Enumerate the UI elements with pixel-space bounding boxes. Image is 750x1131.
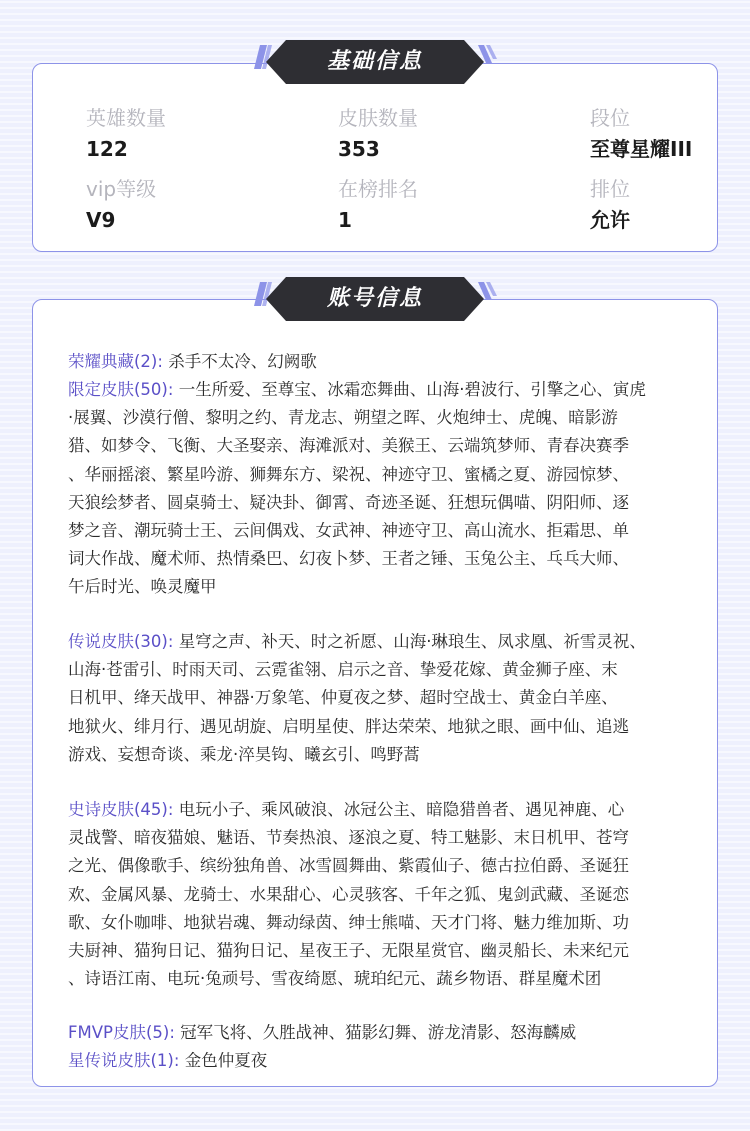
skin-category-legendary (68, 628, 698, 769)
skin-line: ·展翼、沙漠行僧、黎明之约、青龙志、朔望之晖、火炮绅士、虎魄、暗影游 (68, 408, 618, 428)
stat-label: 排位 (590, 177, 630, 201)
stat-label: 段位 (590, 106, 630, 130)
category-colon: : (167, 632, 174, 651)
category-colon: : (167, 380, 174, 399)
skin-line: 、华丽摇滚、繁星吟游、狮舞东方、梁祝、神迹守卫、蜜橘之夏、游园惊梦、 (68, 464, 629, 484)
skin-line: 游戏、妄想奇谈、乘龙·淬昊钩、曦玄引、鸣野蒿 (68, 744, 420, 764)
category-count: (50) (134, 380, 168, 399)
skin-line: 欢、金属风暴、龙骑士、水果甜心、心灵骇客、千年之狐、鬼剑武藏、圣诞恋 (68, 884, 629, 904)
category-count: (1) (150, 1051, 174, 1070)
account-info-banner (248, 276, 502, 322)
skin-list-text: 一生所爱、至尊宝、冰霜恋舞曲、山海·碧波行、引擎之心、寅虎 (178, 380, 646, 399)
skin-line: 午后时光、唤灵魔甲 (68, 577, 217, 597)
category-name: 传说皮肤 (68, 632, 134, 651)
skin-line (68, 796, 698, 824)
category-colon: : (167, 800, 174, 819)
stat-value: V9 (86, 208, 116, 232)
skin-line: 词大作战、魔术师、热情桑巴、幻夜卜梦、王者之锤、玉兔公主、乓乓大师、 (68, 549, 629, 569)
skin-line: 天狼绘梦者、圆桌骑士、疑决卦、御霄、奇迹圣诞、狂想玩偶喵、阴阳师、逐 (68, 492, 629, 512)
skin-line: 猎、如梦令、飞衡、大圣娶亲、海滩派对、美猴王、云端筑梦师、青春决赛季 (68, 436, 629, 456)
stat-value: 允许 (590, 208, 630, 232)
stat-label: 在榜排名 (338, 177, 418, 201)
account-info-title: 账号信息 (326, 286, 423, 311)
skin-line: 、诗语江南、电玩·兔顽号、雪夜绮愿、琥珀纪元、蔬乡物语、群星魔术团 (68, 969, 602, 989)
skin-list-text: 金色仲夏夜 (184, 1051, 268, 1070)
stat-value: 122 (86, 137, 128, 161)
skin-line (68, 628, 698, 656)
skin-list-text: 冠军飞将、久胜战神、猫影幻舞、游龙清影、怒海麟威 (180, 1023, 577, 1042)
category-name: 史诗皮肤 (68, 800, 134, 819)
skin-list-text: 电玩小子、乘风破浪、冰冠公主、暗隐猎兽者、遇见神鹿、心 (178, 800, 625, 819)
stat-rank-tier (590, 105, 692, 162)
skin-line: 山海·苍雷引、时雨天司、云霓雀翎、启示之音、挚爱花嫁、黄金狮子座、末 (68, 660, 618, 680)
category-name: FMVP皮肤 (68, 1023, 146, 1042)
stat-value: 353 (338, 137, 380, 161)
skin-line: 日机甲、绛天战甲、神器·万象笔、仲夏夜之梦、超时空战士、黄金白羊座、 (68, 688, 618, 708)
skin-line: 之光、偶像歌手、缤纷独角兽、冰雪圆舞曲、紫霞仙子、德古拉伯爵、圣诞狂 (68, 856, 629, 876)
stat-skin-count (338, 105, 418, 162)
basic-info-title: 基础信息 (326, 49, 423, 74)
skin-line: 夫厨神、猫狗日记、猫狗日记、星夜王子、无限星赏官、幽灵船长、未来纪元 (68, 941, 629, 961)
stat-ranked-allowed (590, 176, 630, 233)
skin-line: 梦之音、潮玩骑士王、云间偶戏、女武神、神迹守卫、高山流水、拒霜思、单 (68, 521, 629, 541)
category-colon: : (157, 352, 163, 371)
skin-list-text: 星穹之声、补天、时之祈愿、山海·琳琅生、凤求凰、祈雪灵祝、 (178, 632, 646, 651)
skin-category-limited (68, 376, 698, 602)
category-name: 星传说皮肤 (68, 1051, 151, 1070)
category-colon: : (169, 1023, 175, 1042)
category-count: (2) (134, 352, 158, 371)
stat-label: vip等级 (86, 177, 157, 201)
skin-line: 灵战警、暗夜猫娘、魅语、节奏热浪、逐浪之夏、特工魅影、末日机甲、苍穹 (68, 828, 629, 848)
skin-category-star-legendary (68, 1047, 698, 1075)
skin-category-glory-collection (68, 348, 698, 376)
skin-line: 地狱火、绯月行、遇见胡旋、启明星使、胖达荣荣、地狱之眼、画中仙、追逃 (68, 716, 629, 736)
basic-info-banner (248, 39, 502, 85)
category-count: (30) (134, 632, 168, 651)
category-name: 限定皮肤 (68, 380, 134, 399)
skin-line: 歌、女仆咖啡、地狱岩魂、舞动绿茵、绅士熊喵、天才门将、魅力维加斯、功 (68, 912, 629, 932)
skin-line (68, 1019, 698, 1047)
skin-list-text: 杀手不太冷、幻阙歌 (168, 352, 317, 371)
skin-category-epic (68, 796, 698, 993)
skin-category-fmvp (68, 1019, 698, 1047)
skin-line (68, 376, 698, 404)
stat-leaderboard-rank (338, 176, 418, 233)
category-colon: : (173, 1051, 180, 1070)
skin-line (68, 1047, 698, 1075)
category-count: (5) (145, 1023, 170, 1042)
category-name: 荣耀典藏 (68, 352, 134, 371)
stat-label: 英雄数量 (86, 106, 166, 130)
stat-value: 至尊星耀III (590, 137, 693, 161)
skin-line (68, 348, 698, 376)
stat-label: 皮肤数量 (338, 106, 418, 130)
category-count: (45) (134, 800, 168, 819)
stat-hero-count (86, 105, 166, 162)
stat-value: 1 (338, 208, 352, 232)
stat-vip-level (86, 176, 156, 233)
